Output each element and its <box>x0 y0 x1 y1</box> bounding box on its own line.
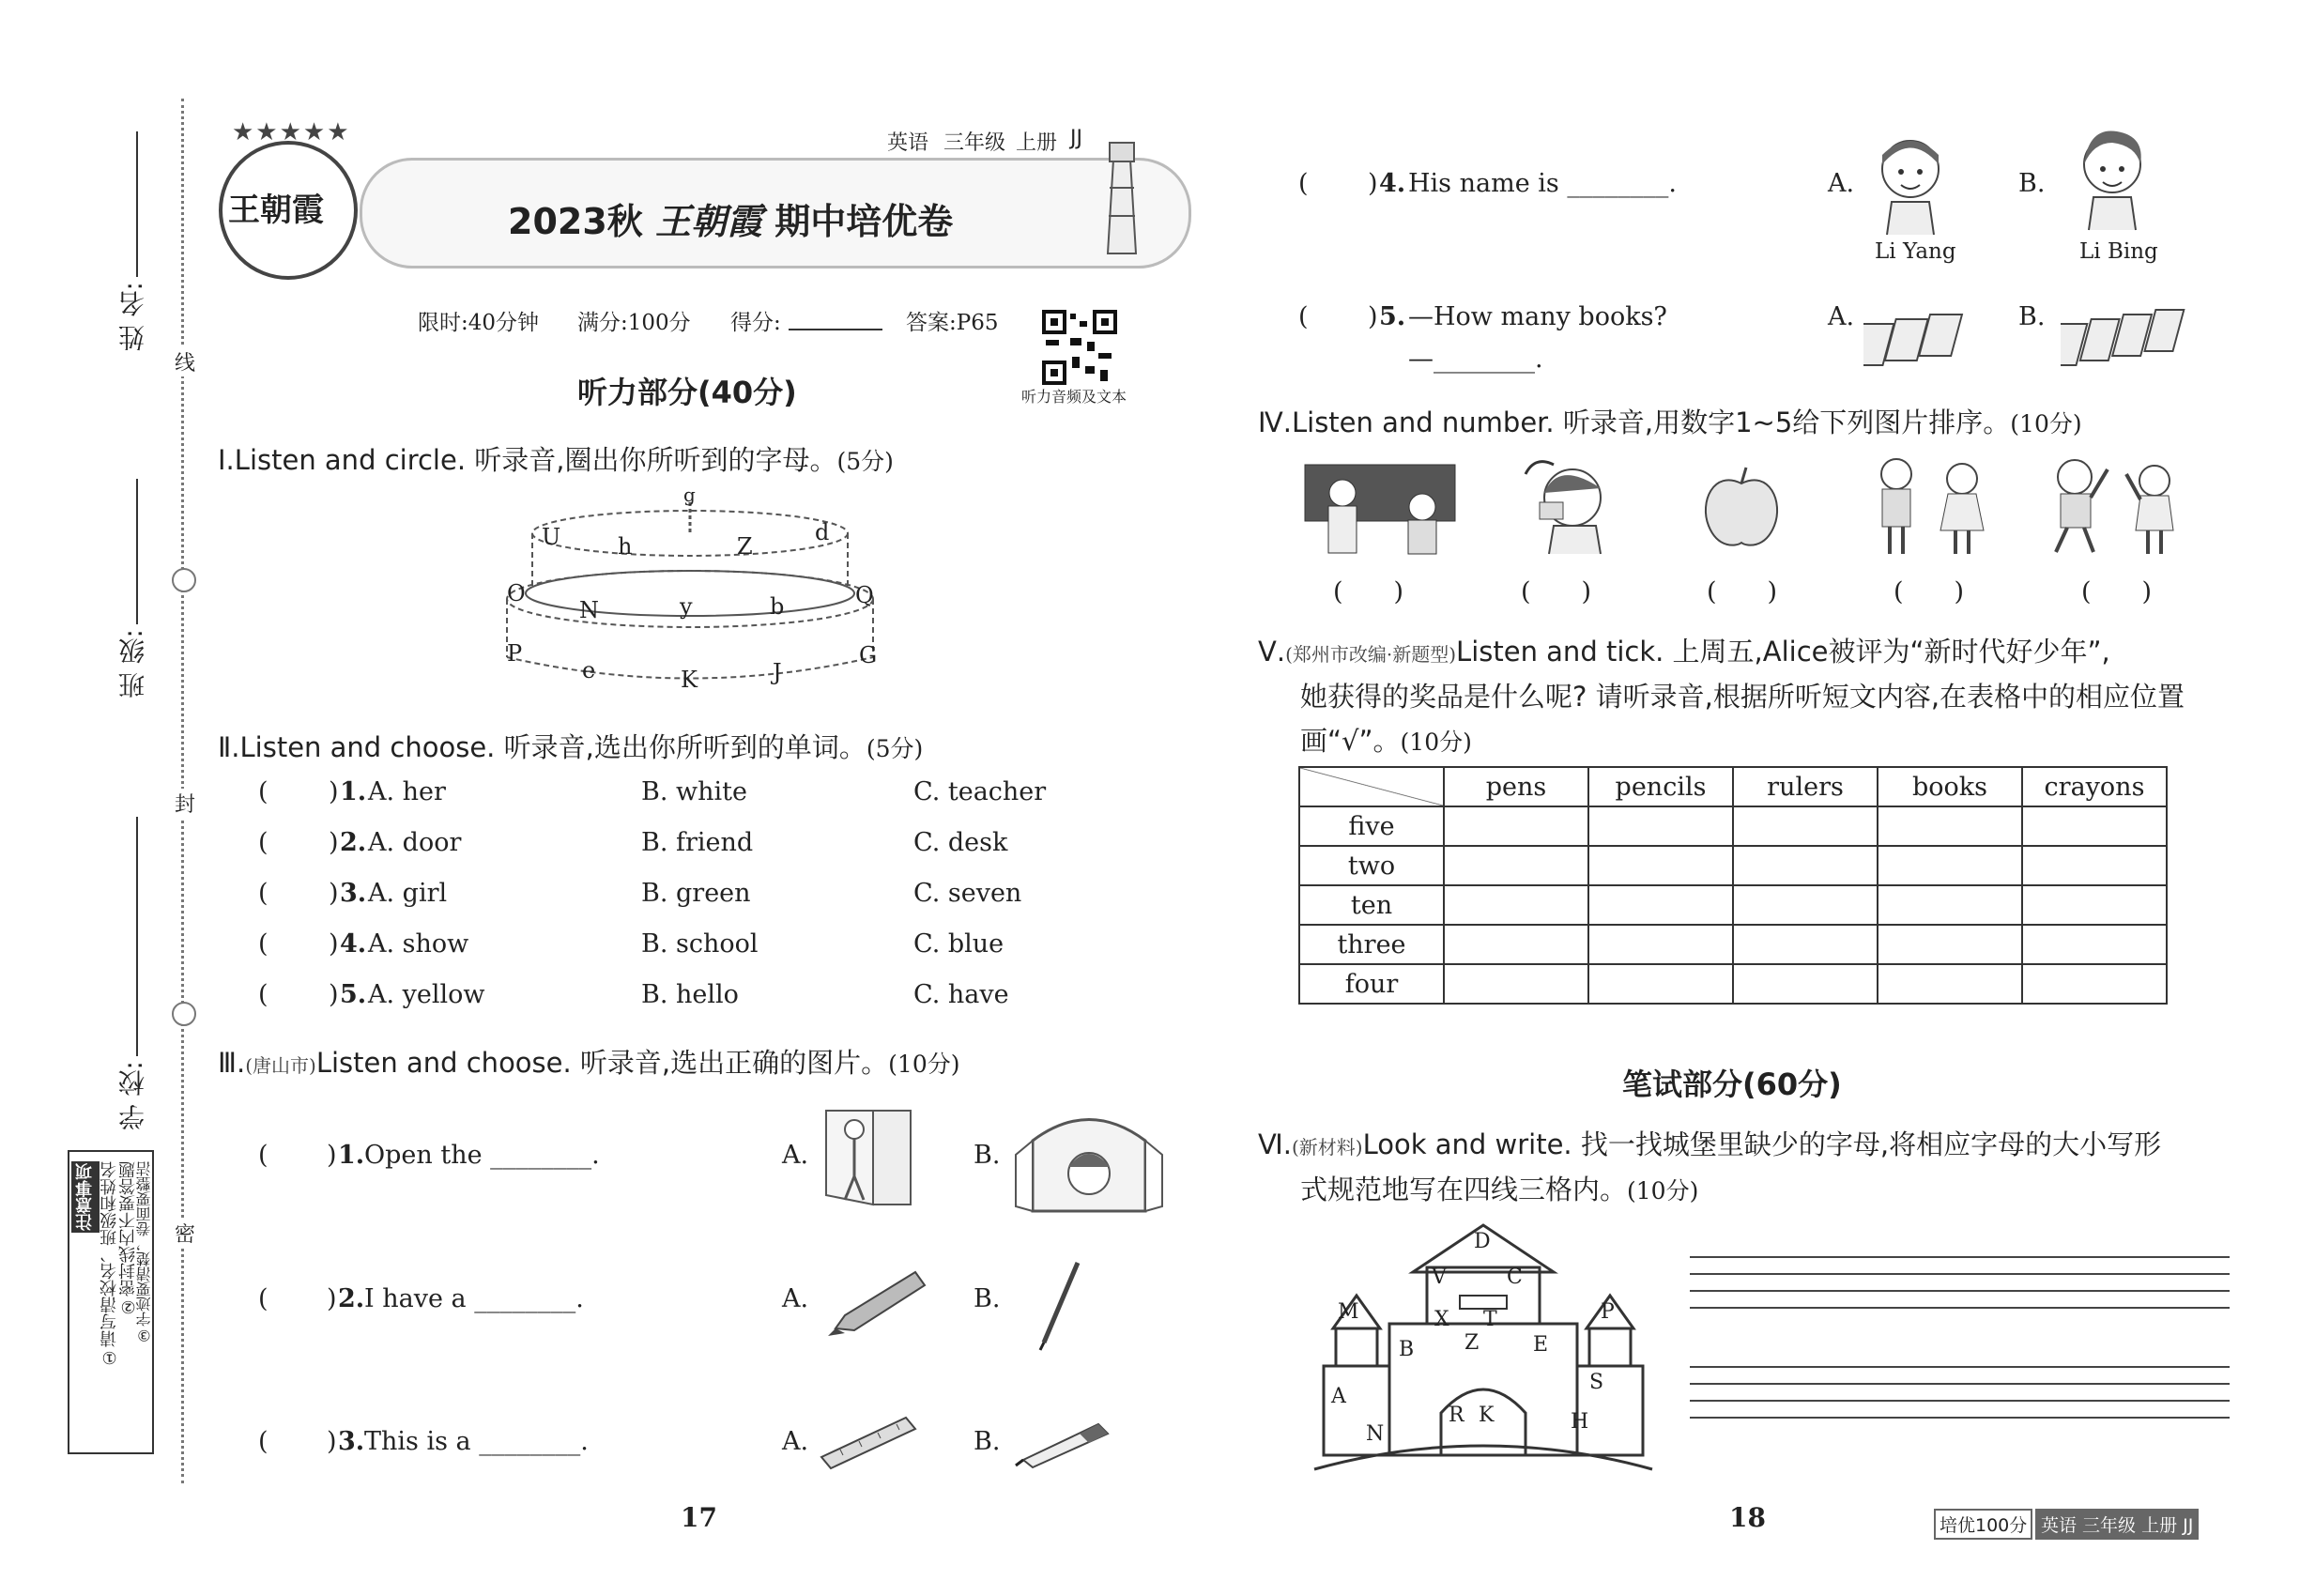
answer-paren[interactable]: ( <box>1298 302 1309 331</box>
name-label: 姓 名: <box>117 282 148 352</box>
option-a-label[interactable]: A. <box>782 1284 809 1313</box>
option-b-label[interactable]: B. <box>2018 302 2046 331</box>
class-label: 班 级: <box>117 629 148 699</box>
option-a[interactable]: A. door <box>368 828 462 857</box>
caption-li-bing: Li Bing <box>2079 239 2158 264</box>
answer-paren[interactable]: ( <box>258 980 268 1009</box>
cake-letter[interactable]: J <box>773 659 782 685</box>
answer-paren[interactable]: ( <box>258 828 268 857</box>
writing-lines-1[interactable] <box>1690 1256 2230 1324</box>
table-cell[interactable] <box>2022 964 2167 1004</box>
option-b-label[interactable]: B. <box>2018 169 2046 198</box>
table-cell[interactable] <box>1588 806 1733 846</box>
castle-letter: C <box>1507 1266 1523 1289</box>
table-header: pens <box>1444 767 1588 806</box>
table-row-header: three <box>1299 925 1444 964</box>
table-header: pencils <box>1588 767 1733 806</box>
answer-paren[interactable]: ( <box>258 879 268 908</box>
table-header: books <box>1878 767 2022 806</box>
table-cell[interactable] <box>1878 846 2022 885</box>
score-blank[interactable] <box>789 329 882 330</box>
item-number: 2. <box>338 1284 365 1313</box>
cake-letter[interactable]: P <box>507 640 523 667</box>
item-text: —How many books? <box>1408 302 1667 331</box>
table-header: crayons <box>2022 767 2167 806</box>
boy-li-yang-picture[interactable] <box>1863 127 1957 239</box>
open-window-picture[interactable] <box>1014 1103 1164 1214</box>
tag-edition: JJ <box>1070 127 1082 150</box>
table-row-header: two <box>1299 846 1444 885</box>
table-cell[interactable] <box>2022 846 2167 885</box>
answer-paren-close: ) <box>329 879 339 908</box>
notice-item: ②密封线内不要答题 <box>118 1161 138 1316</box>
castle-letter: X <box>1434 1308 1449 1331</box>
table-row-header: ten <box>1299 885 1444 925</box>
meta-time: 限时:40分钟 <box>418 311 540 335</box>
boy-li-bing-picture[interactable] <box>2061 122 2164 235</box>
answer-paren-close: ) <box>329 777 339 806</box>
option-a[interactable]: A. girl <box>368 879 448 908</box>
notice-item: ③字迹要清楚，卷面要整洁 <box>135 1161 153 1344</box>
castle-letter: H <box>1571 1410 1589 1434</box>
table-cell[interactable] <box>1588 846 1733 885</box>
option-c[interactable]: C. desk <box>913 828 1008 857</box>
section-2-title: Ⅱ.Listen and choose. 听录音,选出你所听到的单词。(5分) <box>218 731 924 763</box>
tick-table <box>1298 766 2168 1005</box>
item-number: 4. <box>1379 169 1406 198</box>
kids-waving-picture[interactable] <box>2037 451 2187 559</box>
option-a-label[interactable]: A. <box>1828 302 1855 331</box>
apple-picture[interactable] <box>1694 460 1788 554</box>
answer-paren-close: ) <box>329 980 339 1009</box>
castle-letter: N <box>1366 1422 1385 1446</box>
answer-paren[interactable]: ( <box>258 777 268 806</box>
section-6-text-2: 式规范地写在四线三格内。(10分) <box>1300 1174 1699 1205</box>
castle-letter: Z <box>1464 1331 1480 1355</box>
section-5-title: Ⅴ.(郑州市改编·新题型)Listen and tick. 上周五,Alice被评为“新时代好少年”, <box>1258 636 2110 668</box>
writing-heading: 笔试部分(60分) <box>1622 1067 1842 1102</box>
castle-picture <box>1305 1220 1662 1474</box>
table-cell[interactable] <box>2022 885 2167 925</box>
cake-letter[interactable]: Z <box>737 533 753 560</box>
item-number: 5. <box>1379 302 1406 331</box>
cake-letter[interactable]: Q <box>855 582 874 608</box>
option-c[interactable]: C. seven <box>913 879 1022 908</box>
item-number: 1. <box>338 1141 365 1170</box>
binding-hole <box>172 1002 196 1026</box>
answer-paren-close: ) <box>327 1141 337 1170</box>
pencil-picture[interactable] <box>1033 1258 1089 1352</box>
brand-text: 王朝霞 <box>228 192 324 229</box>
item-text: His name is ________. <box>1408 169 1677 198</box>
seal-mark: 密 <box>175 1219 195 1248</box>
section-5-text-3: 画“√”。(10分) <box>1300 725 1472 757</box>
option-b[interactable]: B. green <box>641 879 751 908</box>
table-cell[interactable] <box>1444 846 1588 885</box>
castle-letter: P <box>1601 1300 1615 1324</box>
table-cell[interactable] <box>1878 964 2022 1004</box>
title-year: 2023秋 <box>508 201 643 242</box>
number-blank[interactable]: ( ) <box>1894 577 1965 606</box>
open-door-picture[interactable] <box>817 1106 929 1209</box>
option-b-label[interactable]: B. <box>974 1284 1001 1313</box>
option-b-label[interactable]: B. <box>974 1141 1001 1170</box>
number-blank[interactable]: ( ) <box>1333 577 1404 606</box>
option-b[interactable]: B. friend <box>641 828 754 857</box>
cake-letter[interactable]: U <box>542 524 561 550</box>
notice-title: 注意事项 <box>71 1161 100 1233</box>
option-c[interactable]: C. blue <box>913 929 1004 959</box>
cake-letter[interactable]: g <box>683 483 696 506</box>
binding-hole <box>172 568 196 592</box>
cake-letter[interactable]: N <box>579 597 599 623</box>
option-a-label[interactable]: A. <box>782 1141 809 1170</box>
number-blank[interactable]: ( ) <box>2081 577 2153 606</box>
answer-paren-close: ) <box>1368 169 1378 198</box>
answer-paren-close: ) <box>329 828 339 857</box>
cake-letter[interactable]: O <box>507 580 526 606</box>
option-a-label[interactable]: A. <box>782 1427 809 1456</box>
option-a[interactable]: A. her <box>368 777 446 806</box>
castle-letter: B <box>1399 1338 1415 1361</box>
stars-icon: ★★★★★ <box>232 118 351 146</box>
answer-paren[interactable]: ( <box>258 1284 268 1313</box>
section-4-title: Ⅳ.Listen and number. 听录音,用数字1~5给下列图片排序。(10分) <box>1258 407 2082 438</box>
item-number: 1. <box>340 777 367 806</box>
boy-girl-greeting-picture[interactable] <box>1863 451 1995 559</box>
castle-letter: K <box>1479 1404 1495 1427</box>
writing-lines-2[interactable] <box>1690 1366 2230 1434</box>
option-c[interactable]: C. teacher <box>913 777 1047 806</box>
number-blank[interactable]: ( ) <box>1521 577 1592 606</box>
classroom-picture[interactable] <box>1300 455 1464 559</box>
seal-mark: 封 <box>175 789 195 818</box>
title-banner <box>360 158 1191 269</box>
table-cell[interactable] <box>1588 925 1733 964</box>
table-cell[interactable] <box>2022 925 2167 964</box>
page-number-right: 18 <box>1729 1502 1766 1533</box>
tag-grade: 三年级 <box>943 131 1006 155</box>
table-cell[interactable] <box>1444 885 1588 925</box>
table-cell[interactable] <box>1444 964 1588 1004</box>
item-number: 3. <box>338 1427 365 1456</box>
table-cell[interactable] <box>1444 925 1588 964</box>
qr-code-icon[interactable] <box>1042 310 1117 385</box>
seal-mark: 线 <box>175 347 195 376</box>
castle-letter: M <box>1338 1300 1359 1324</box>
cake-letter[interactable]: K <box>681 667 698 693</box>
table-cell[interactable] <box>1878 885 2022 925</box>
item-number: 2. <box>340 828 367 857</box>
answer-paren[interactable]: ( <box>1298 169 1309 198</box>
table-cell[interactable] <box>1733 846 1878 885</box>
option-a-label[interactable]: A. <box>1828 169 1855 198</box>
school-field[interactable] <box>136 817 138 1056</box>
castle-letter: A <box>1331 1385 1346 1408</box>
lighthouse-icon <box>1089 131 1155 263</box>
option-c[interactable]: C. have <box>913 980 1009 1009</box>
books-four-picture[interactable] <box>2061 300 2201 376</box>
section-6-title: Ⅵ.(新材料)Look and write. 找一找城堡里缺少的字母,将相应字母的大小写形 <box>1258 1128 2162 1160</box>
item-number: 4. <box>340 929 367 959</box>
meta-full: 满分:100分 <box>577 311 691 335</box>
table-cell[interactable] <box>1588 964 1733 1004</box>
item-text-answer: —________. <box>1408 345 1543 374</box>
footer-badge-b: 英语 三年级 上册 JJ <box>2035 1509 2199 1540</box>
school-label: 学 校: <box>117 1061 148 1131</box>
table-cell[interactable] <box>2022 806 2167 846</box>
table-cell[interactable] <box>1733 925 1878 964</box>
ruler-picture[interactable] <box>817 1408 920 1474</box>
brand-logo <box>219 118 358 280</box>
table-row-header: five <box>1299 806 1444 846</box>
answer-paren[interactable]: ( <box>258 1141 268 1170</box>
table-cell[interactable] <box>1878 806 2022 846</box>
option-b[interactable]: B. school <box>641 929 759 959</box>
notice-item: ①请写清校名、班级和姓名 <box>100 1161 119 1367</box>
footer-badge-a: 培优100分 <box>1934 1509 2032 1540</box>
table-cell[interactable] <box>1733 806 1878 846</box>
cake-letter[interactable]: y <box>680 593 693 620</box>
castle-letter: D <box>1474 1230 1491 1253</box>
item-text: I have a ________. <box>364 1284 584 1313</box>
cake-letter[interactable]: e <box>582 657 596 683</box>
cake-letter[interactable]: G <box>859 642 878 668</box>
item-text: This is a ________. <box>364 1427 589 1456</box>
castle-letter: V <box>1432 1266 1447 1289</box>
cake-letter[interactable]: d <box>815 519 830 545</box>
letter-cake <box>498 488 892 695</box>
table-cell[interactable] <box>1588 885 1733 925</box>
section-1-title: Ⅰ.Listen and circle. 听录音,圈出你所听到的字母。(5分) <box>218 444 894 476</box>
table-row-header: four <box>1299 964 1444 1004</box>
castle-letter: T <box>1483 1308 1497 1331</box>
table-header: rulers <box>1733 767 1878 806</box>
answer-paren[interactable]: ( <box>258 1427 268 1456</box>
option-b-label[interactable]: B. <box>974 1427 1001 1456</box>
option-a[interactable]: A. show <box>368 929 469 959</box>
castle-letter: E <box>1533 1333 1549 1357</box>
qr-caption: 听力音频及文本 <box>1021 388 1127 406</box>
page-number-left: 17 <box>681 1502 717 1533</box>
answer-paren-close: ) <box>327 1427 337 1456</box>
castle-letter: S <box>1589 1371 1604 1394</box>
table-cell[interactable] <box>1878 925 2022 964</box>
castle-letter: R <box>1449 1404 1464 1427</box>
meta-answer: 答案:P65 <box>906 311 999 335</box>
tag-subject: 英语 <box>887 131 929 155</box>
option-a[interactable]: A. yellow <box>368 980 485 1009</box>
section-3-title: Ⅲ.(唐山市)Listen and choose. 听录音,选出正确的图片。(10分) <box>218 1047 960 1079</box>
item-text: Open the ________. <box>364 1141 600 1170</box>
table-cell[interactable] <box>1444 806 1588 846</box>
item-number: 5. <box>340 980 367 1009</box>
table-cell[interactable] <box>1733 964 1878 1004</box>
books-three-picture[interactable] <box>1863 300 1976 376</box>
class-field[interactable] <box>136 479 138 624</box>
name-field[interactable] <box>136 131 138 277</box>
pen-picture[interactable] <box>1014 1413 1117 1469</box>
answer-paren-close: ) <box>329 929 339 959</box>
number-blank[interactable]: ( ) <box>1707 577 1778 606</box>
boy-drinking-picture[interactable] <box>1511 451 1624 559</box>
notice-box <box>68 1150 154 1454</box>
option-b[interactable]: B. white <box>641 777 747 806</box>
title-brand: 王朝霞 <box>655 200 763 242</box>
caption-li-yang: Li Yang <box>1875 239 1956 264</box>
option-b[interactable]: B. hello <box>641 980 739 1009</box>
title-rest: 期中培优卷 <box>774 201 954 242</box>
meta-score: 得分: <box>730 311 781 335</box>
answer-paren-close: ) <box>327 1284 337 1313</box>
item-number: 3. <box>340 879 367 908</box>
cake-letter[interactable]: b <box>770 593 785 620</box>
table-cell[interactable] <box>1733 885 1878 925</box>
table-corner <box>1299 767 1444 806</box>
cake-letter[interactable]: h <box>618 533 633 560</box>
answer-paren-close: ) <box>1368 302 1378 331</box>
listening-heading: 听力部分(40分) <box>577 375 797 410</box>
tag-term: 上册 <box>1016 131 1058 155</box>
crayon-picture[interactable] <box>826 1263 929 1338</box>
answer-paren[interactable]: ( <box>258 929 268 959</box>
section-5-text-2: 她获得的奖品是什么呢? 请听录音,根据所听短文内容,在表格中的相应位置 <box>1300 681 2185 713</box>
